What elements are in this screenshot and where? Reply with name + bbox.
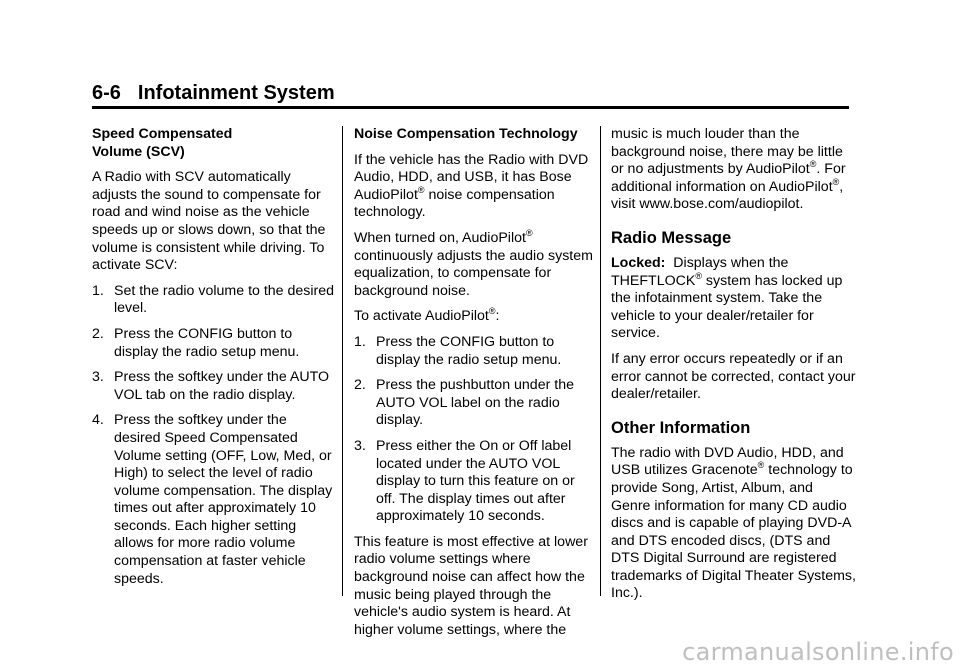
scv-intro: A Radio with SCV automatically adjusts the sound to compensate for road and wind noise as the vehicle speeds up or slows down, so that the volume is consistent while driving. To activate SCV: [92, 169, 326, 274]
scv-heading: Speed Compensated Volume (SCV) [92, 126, 233, 160]
list-item: 2. Press the CONFIG button to display the radio setup menu. [92, 325, 300, 360]
paragraph: Locked: Displays when the THEFTLOCK® system has locked up the infotainment system. Take the vehicle to your dealer/retailer for service. [611, 254, 843, 342]
column-divider [600, 126, 601, 596]
list-item: 3. Press the softkey under the AUTO VOL tab on the radio display. [92, 369, 330, 403]
paragraph: This feature is most effective at lower radio volume settings where background noise can affect how the music being played through the vehicle's audio system is heard. At higher volume settings, where the [354, 533, 588, 638]
scv-steps [92, 283, 337, 589]
noise-compensation-heading: Noise Compensation Technology [354, 126, 578, 142]
column-divider [342, 126, 343, 596]
page-number: 6-6 [92, 82, 121, 104]
section-title: Infotainment System [137, 82, 335, 104]
locked-label: Locked: [611, 254, 666, 271]
paragraph: When turned on, AudioPilot® continuously adjusts the audio system equalization, to compensate for background noise. [354, 227, 593, 299]
list-item: 3. Press either the On or Off label located under the AUTO VOL display to turn this feature on or off. The display times out after approximately 10 seconds. [354, 437, 575, 525]
paragraph: To activate AudioPilot®: [354, 306, 500, 325]
paragraph: music is much louder than the background noise, there may be little or no adjustments by AudioPilot®. For additional information on AudioPilot®, visit www.bose.com/audiopilot. [611, 126, 846, 213]
list-item: 1. Set the radio volume to the desired level. [92, 282, 335, 317]
paragraph: If any error occurs repeatedly or if an error cannot be corrected, contact your dealer/retailer. [611, 350, 856, 403]
radio-message-heading: Radio Message [611, 228, 732, 247]
other-information-heading: Other Information [611, 418, 751, 437]
column-3 [611, 126, 856, 611]
column-2 [354, 126, 594, 647]
paragraph: The radio with DVD Audio, HDD, and USB utilizes Gracenote® technology to provide Song, Artist, Album, and Genre information for many CD audio discs and is capable of playing DVD-A and DTS encoded discs, (DTS and DTS Digital Surround are registered trademarks of Digital Theater Systems, Inc.). [611, 444, 856, 602]
watermark: carmanualsonline.info [682, 638, 954, 666]
column-1 [92, 126, 337, 596]
list-item: 4. Press the softkey under the desired Speed Compensated Volume setting (OFF, Low, Med, or High) to select the level of radio volume compensation. The display times out after approximately 10 seconds. Each higher setting allows for more radio volume compensation at faster vehicle speeds. [92, 412, 333, 587]
list-item: 1. Press the CONFIG button to display the radio setup menu. [354, 333, 562, 368]
paragraph: If the vehicle has the Radio with DVD Audio, HDD, and USB, it has Bose AudioPilot® noise compensation technology. [354, 151, 589, 221]
audiopilot-steps [354, 334, 594, 526]
page-header [92, 80, 849, 109]
list-item: 2. Press the pushbutton under the AUTO VOL label on the radio display. [354, 377, 574, 429]
